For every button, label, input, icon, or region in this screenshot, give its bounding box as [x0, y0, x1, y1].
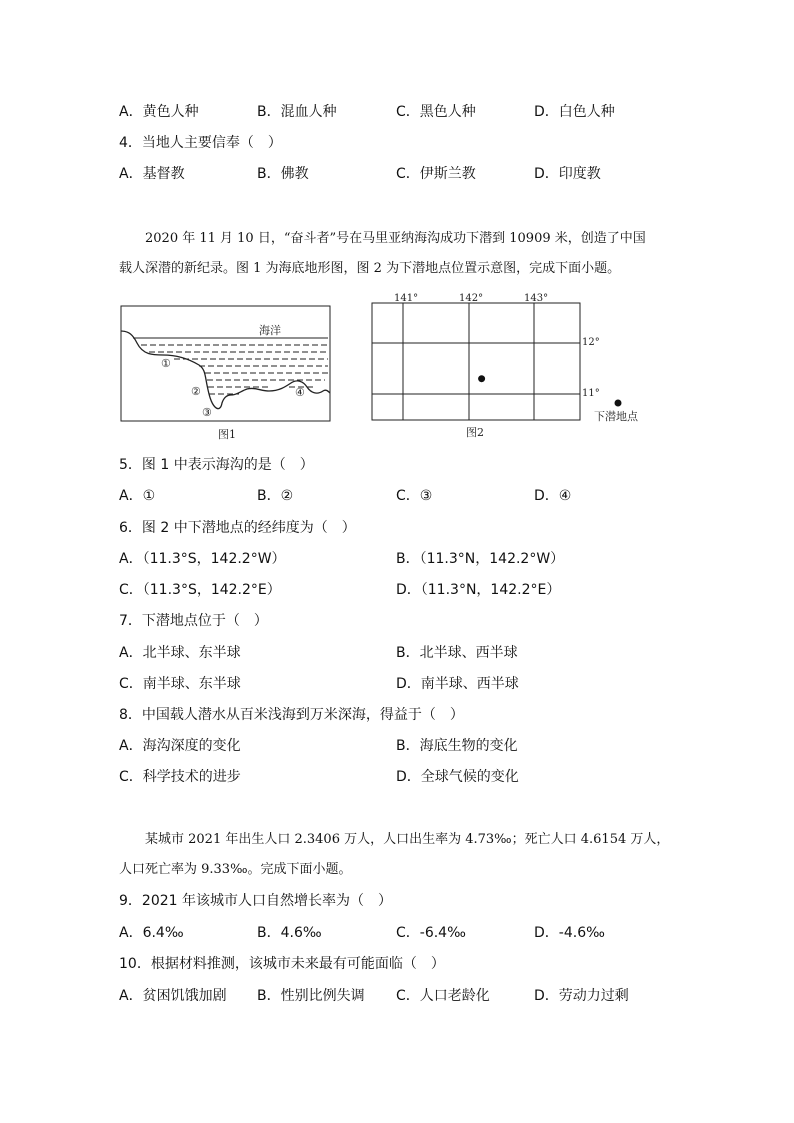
q7-option-a[interactable]: A．北半球、东半球: [119, 645, 241, 661]
legend-dive-point-icon: [615, 400, 622, 407]
q8-option-d[interactable]: D．全球气候的变化: [396, 769, 519, 785]
q8-stem: 8．中国载人潜水从百米浅海到万米深海，得益于（ ）: [119, 707, 464, 723]
lon-label-142: 142°: [459, 293, 484, 304]
marker-1: ①: [161, 357, 171, 370]
q7-option-b[interactable]: B．北半球、西半球: [396, 645, 518, 661]
q5-option-b[interactable]: B．②: [257, 488, 294, 504]
q10-option-b[interactable]: B．性别比例失调: [257, 988, 365, 1004]
q10-option-d[interactable]: D．劳动力过剩: [534, 988, 629, 1004]
figure2-label: 图2: [466, 426, 484, 439]
q3-option-d[interactable]: D．白色人种: [534, 104, 615, 120]
lon-label-141: 141°: [394, 293, 419, 304]
q4-option-b[interactable]: B．佛教: [257, 166, 309, 182]
q8-option-c[interactable]: C．科学技术的进步: [119, 769, 241, 785]
q8-option-b[interactable]: B．海底生物的变化: [396, 738, 518, 754]
legend-dive-point-label: 下潜地点: [594, 410, 638, 423]
q4-option-a[interactable]: A．基督教: [119, 166, 185, 182]
q9-option-d[interactable]: D．-4.6‰: [534, 925, 605, 941]
marker-2: ②: [191, 385, 201, 398]
q4-option-c[interactable]: C．伊斯兰教: [396, 166, 476, 182]
figure2-grid-map: [366, 290, 656, 443]
q3-option-b[interactable]: B．混血人种: [257, 104, 337, 120]
lat-label-12: 12°: [582, 337, 600, 348]
q4-option-d[interactable]: D．印度教: [534, 166, 601, 182]
q10-option-c[interactable]: C．人口老龄化: [396, 988, 490, 1004]
q5-option-a[interactable]: A．①: [119, 488, 156, 504]
q6-option-a[interactable]: A．（11.3°S，142.2°W）: [119, 551, 286, 567]
figure1-label: 图1: [218, 428, 236, 441]
q9-option-b[interactable]: B．4.6‰: [257, 925, 322, 941]
q8-option-a[interactable]: A．海沟深度的变化: [119, 738, 241, 754]
q3-option-a[interactable]: A．黄色人种: [119, 104, 199, 120]
marker-3: ③: [202, 406, 212, 419]
ocean-label: 海洋: [259, 324, 281, 337]
q6-option-b[interactable]: B．（11.3°N，142.2°W）: [396, 551, 565, 567]
q7-option-d[interactable]: D．南半球、西半球: [396, 676, 519, 692]
q5-option-c[interactable]: C．③: [396, 488, 433, 504]
q6-stem: 6．图 2 中下潜地点的经纬度为（ ）: [119, 520, 356, 536]
q5-option-d[interactable]: D．④: [534, 488, 572, 504]
passage2-line1: 某城市 2021 年出生人口 2.3406 万人，人口出生率为 4.73‰；死亡人口 4.6154 万人，: [145, 832, 670, 847]
figure1-seabed-diagram: [119, 303, 334, 443]
q7-stem: 7．下潜地点位于（ ）: [119, 613, 268, 629]
passage1-line1: 2020 年 11 月 10 日，“奋斗者”号在马里亚纳海沟成功下潜到 10909 米，创造了中国: [145, 231, 646, 246]
figure1-frame: [121, 306, 330, 421]
q10-stem: 10．根据材料推测，该城市未来最有可能面临（ ）: [119, 956, 445, 972]
q6-option-c[interactable]: C．（11.3°S，142.2°E）: [119, 582, 281, 598]
q4-stem: 4．当地人主要信奉（ ）: [119, 135, 282, 151]
q6-option-d[interactable]: D．（11.3°N，142.2°E）: [396, 582, 561, 598]
q3-option-c[interactable]: C．黑色人种: [396, 104, 476, 120]
q9-stem: 9．2021 年该城市人口自然增长率为（ ）: [119, 893, 392, 909]
lat-label-11: 11°: [582, 388, 600, 399]
dive-point-marker: [478, 375, 485, 382]
figure2-gridlines: [372, 303, 580, 420]
passage1-line2: 载人深潜的新纪录。图 1 为海底地形图，图 2 为下潜地点位置示意图，完成下面小题。: [119, 261, 621, 276]
q10-option-a[interactable]: A．贫困饥饿加剧: [119, 988, 227, 1004]
q7-option-c[interactable]: C．南半球、东半球: [119, 676, 241, 692]
q5-stem: 5．图 1 中表示海沟的是（ ）: [119, 457, 314, 473]
marker-4: ④: [295, 386, 305, 399]
lon-label-143: 143°: [524, 293, 549, 304]
q9-option-a[interactable]: A．6.4‰: [119, 925, 184, 941]
q9-option-c[interactable]: C．-6.4‰: [396, 925, 466, 941]
passage2-line2: 人口死亡率为 9.33‰。完成下面小题。: [119, 862, 352, 877]
